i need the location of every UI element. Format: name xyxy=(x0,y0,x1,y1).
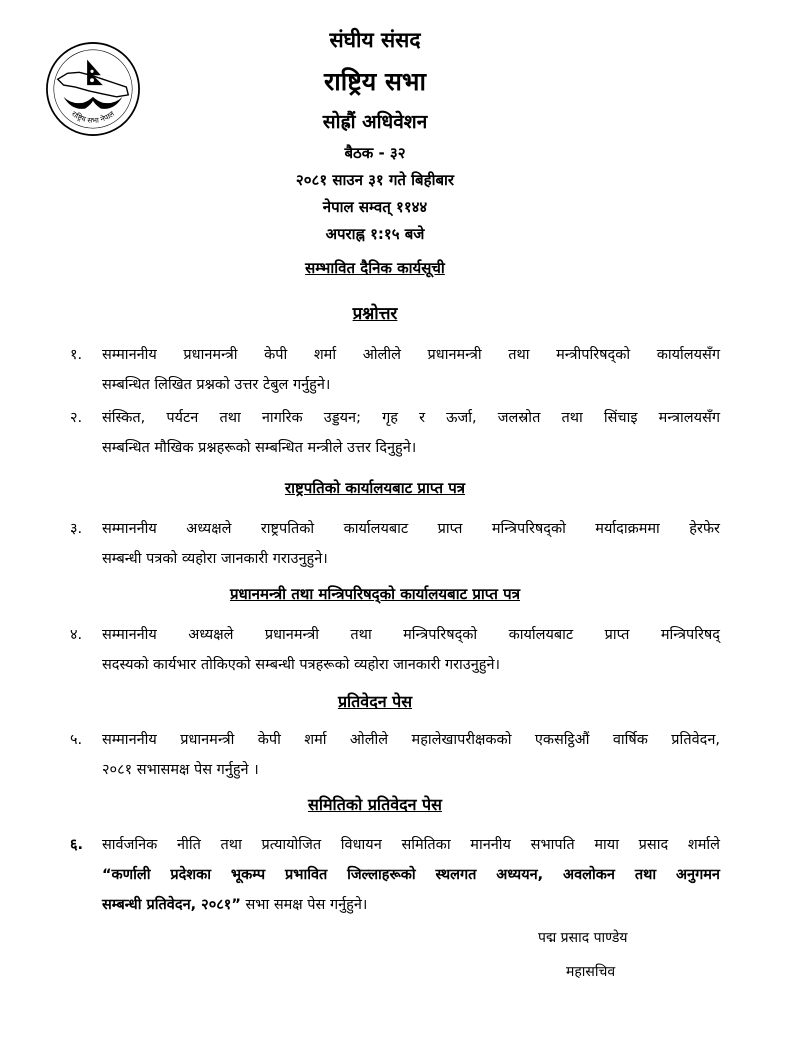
section-committee-report-heading: समितिको प्रतिवेदन पेस xyxy=(308,795,442,814)
header-session: सोह्रौं अधिवेशन xyxy=(322,111,428,133)
header-meeting-number: बैठक - ३२ xyxy=(344,144,406,162)
svg-text:राष्ट्रिय सभा नेपाल: राष्ट्रिय सभा नेपाल xyxy=(69,109,117,125)
item-text-bold-part: सम्बन्धी प्रतिवेदन, २०८१” xyxy=(102,897,241,913)
item-text-line: सदस्यको कार्यभार तोकिएको सम्बन्धी पत्रहरूको व्यहोरा जानकारी गराउनुहुने। xyxy=(102,657,501,673)
item-number: ४. xyxy=(70,627,83,643)
item-text-line: सम्माननीय प्रधानमन्त्री केपी शर्मा ओलीले प्रधानमन्त्री तथा मन्त्रीपरिषद्को कार्यालयसँग xyxy=(102,347,720,363)
item-text-line xyxy=(102,890,720,920)
item-text-line: सम्माननीय अध्यक्षले प्रधानमन्त्री तथा मन्त्रिपरिषद्को कार्यालयबाट प्राप्त मन्त्रिपरिषद् xyxy=(102,627,720,643)
item-number: ६. xyxy=(70,837,84,853)
header-nepal-samvat: नेपाल सम्वत् ११४४ xyxy=(322,198,428,216)
item-text-line: सम्बन्धित लिखित प्रश्नको उत्तर टेबुल गर्नुहुने। xyxy=(102,377,331,393)
signatory-name: पद्म प्रसाद पाण्डेय xyxy=(538,930,628,946)
item-text-line: सम्बन्धित मौखिक प्रश्नहरूको सम्बन्धित मन्त्रीले उत्तर दिनुहुने। xyxy=(102,440,417,456)
item-text-line: सार्वजनिक नीति तथा प्रत्यायोजित विधायन समितिका माननीय सभापति माया प्रसाद शर्माले xyxy=(102,837,720,853)
header-date: २०८१ साउन ३१ गते बिहीबार xyxy=(295,171,455,189)
section-questions-heading: प्रश्नोत्तर xyxy=(352,304,398,324)
item-text-line-bold: “कर्णाली प्रदेशका भूकम्प प्रभावित जिल्लाहरूको स्थलगत अध्ययन, अवलोकन तथा अनुगमन xyxy=(102,867,720,883)
national-assembly-emblem-icon xyxy=(44,40,142,138)
item-text-line: संस्कित, पर्यटन तथा नागरिक उड्डयन; गृह र ऊर्जा, जलस्रोत तथा सिंचाइ मन्त्रालयसँग xyxy=(102,410,720,426)
header-national-assembly: राष्ट्रिय सभा xyxy=(324,67,426,96)
item-text-line: सम्माननीय अध्यक्षले राष्ट्रपतिको कार्यालयबाट प्राप्त मन्त्रिपरिषद्को मर्यादाक्रममा हेरफेर xyxy=(102,521,720,537)
item-number: २. xyxy=(70,410,83,426)
item-text-rest: सभा समक्ष पेस गर्नुहुने। xyxy=(240,897,368,913)
item-number: १. xyxy=(70,347,83,363)
section-report-heading: प्रतिवेदन पेस xyxy=(337,692,413,711)
agenda-title: सम्भावित दैनिक कार्यसूची xyxy=(305,259,445,277)
item-text-line: सम्माननीय प्रधानमन्त्री केपी शर्मा ओलीले महालेखापरीक्षकको एकसट्ठिऔं वार्षिक प्रतिवेदन, xyxy=(102,732,720,748)
section-president-office-heading: राष्ट्रपतिको कार्यालयबाट प्राप्त पत्र xyxy=(284,479,466,497)
item-number: ५. xyxy=(70,732,83,748)
item-text-line: सम्बन्धी पत्रको व्यहोरा जानकारी गराउनुहुने। xyxy=(102,551,328,567)
signatory-title: महासचिव xyxy=(566,964,616,980)
section-pm-office-heading: प्रधानमन्त्री तथा मन्त्रिपरिषद्को कार्यालयबाट प्राप्त पत्र xyxy=(230,585,520,603)
header-time: अपराह्न १:१५ बजे xyxy=(325,225,425,243)
item-text-line: २०८१ सभासमक्ष पेस गर्नुहुने । xyxy=(102,762,259,778)
header-federal-parliament: संघीय संसद xyxy=(329,28,421,52)
item-number: ३. xyxy=(70,521,83,537)
